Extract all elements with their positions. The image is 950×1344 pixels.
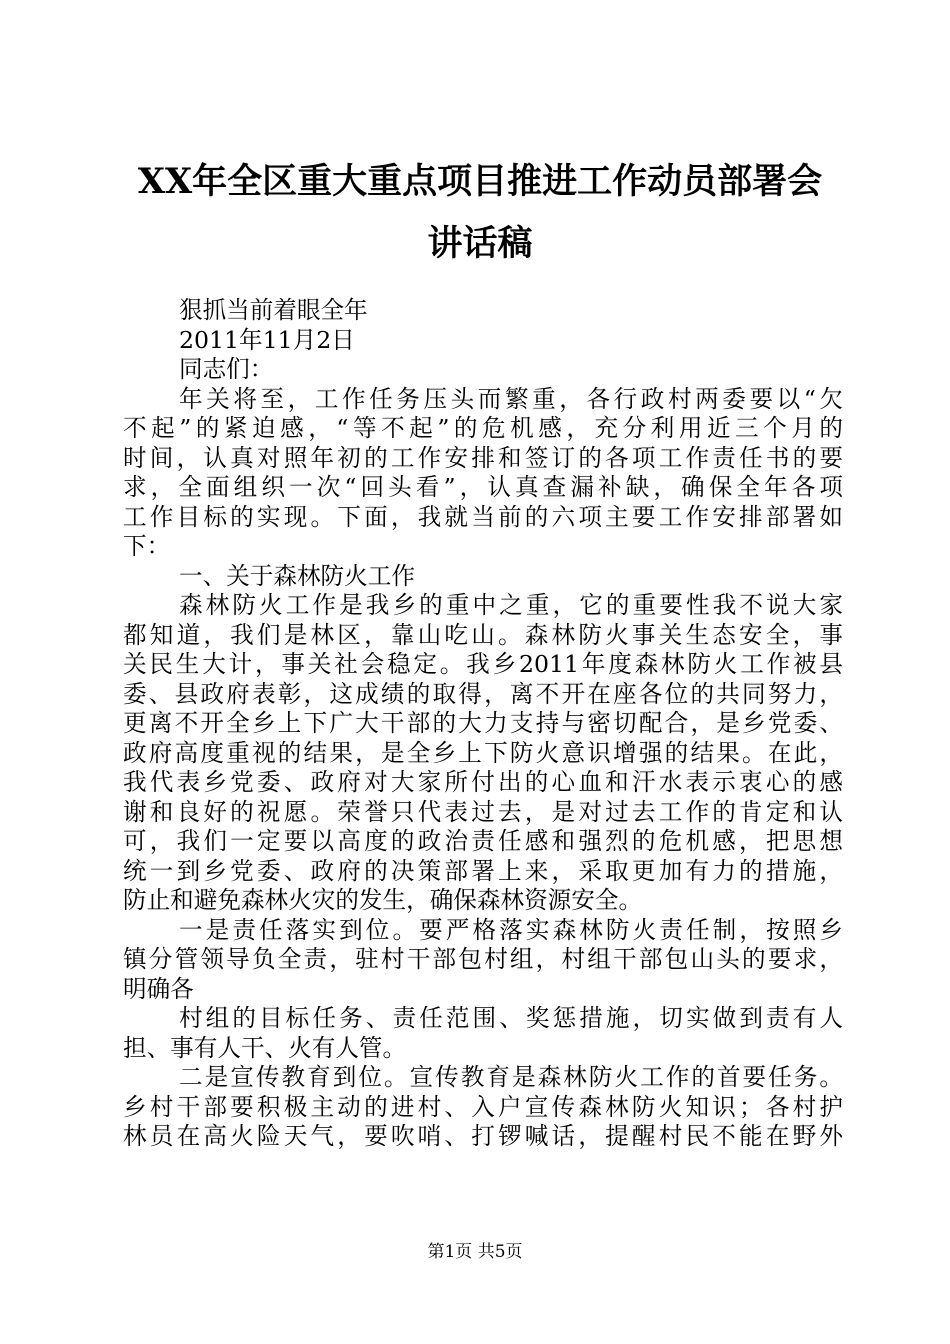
text-line: 防止和避免森林火灾的发生，确保森林资源安全。 [123,886,643,914]
subtitle-line: 狠抓当前着眼全年 [179,296,368,324]
text-line: 明确各 [123,974,194,1003]
text-line: 担、事有人干、火有人管。 [123,1033,407,1062]
text-line: 统一到乡党委、政府的决策部署上来，采取更加有力的措施， [123,856,843,885]
text-line: 谢和良好的祝愿。荣誉只代表过去，是对过去工作的肯定和认 [123,797,843,826]
document-title-line-1: XX年全区重大重点项目推进工作动员部署会 [137,161,823,202]
text-line: 工作目标的实现。下面，我就当前的六项主要工作安排部署如 [123,502,843,531]
page-number-footer: 第1页 共5页 [427,1242,523,1262]
text-line: 政府高度重视的结果，是全乡上下防火意识增强的结果。在此， [123,738,843,767]
text-line: 求，全面组织一次“回头看”，认真查漏补缺，确保全年各项 [123,473,843,501]
text-line: 下： [123,532,171,560]
text-line: 年关将至，工作任务压头而繁重，各行政村两委要以“欠 [179,384,843,413]
text-line: 关民生大计，事关社会稳定。我乡2011年度森林防火工作被县 [123,650,843,678]
section-heading: 一、关于森林防火工作 [179,561,415,590]
document-body [123,296,843,1152]
date-line: 2011年11月2日 [179,325,355,354]
text-line: 委、县政府表彰，这成绩的取得，离不开在座各位的共同努力， [123,679,843,708]
text-line: 一是责任落实到位。要严格落实森林防火责任制，按照乡 [179,915,843,944]
text-line: 我代表乡党委、政府对大家所付出的心血和汗水表示衷心的感 [123,768,843,796]
text-line: 都知道，我们是林区，靠山吃山。森林防火事关生态安全，事 [123,620,843,649]
text-line: 不起”的紧迫感，“等不起”的危机感，充分利用近三个月的 [123,414,843,442]
text-line: 可，我们一定要以高度的政治责任感和强烈的危机感，把思想 [123,827,843,855]
text-line: 村组的目标任务、责任范围、奖惩措施，切实做到责有人 [179,1004,843,1032]
text-line: 乡村干部要积极主动的进村、入户宣传森林防火知识；各村护 [123,1092,843,1121]
text-line: 二是宣传教育到位。宣传教育是森林防火工作的首要任务。 [179,1063,843,1091]
text-line: 森林防火工作是我乡的重中之重，它的重要性我不说大家 [179,591,843,619]
text-line: 林员在高火险天气，要吹哨、打锣喊话，提醒村民不能在野外 [123,1122,843,1150]
document-title-line-2: 讲话稿 [427,223,533,264]
salutation-line: 同志们： [179,355,274,383]
text-line: 镇分管领导负全责，驻村干部包村组，村组干部包山头的要求， [123,945,843,973]
text-line: 时间，认真对照年初的工作安排和签订的各项工作责任书的要 [123,443,843,472]
text-line: 更离不开全乡上下广大干部的大力支持与密切配合，是乡党委、 [123,709,843,737]
